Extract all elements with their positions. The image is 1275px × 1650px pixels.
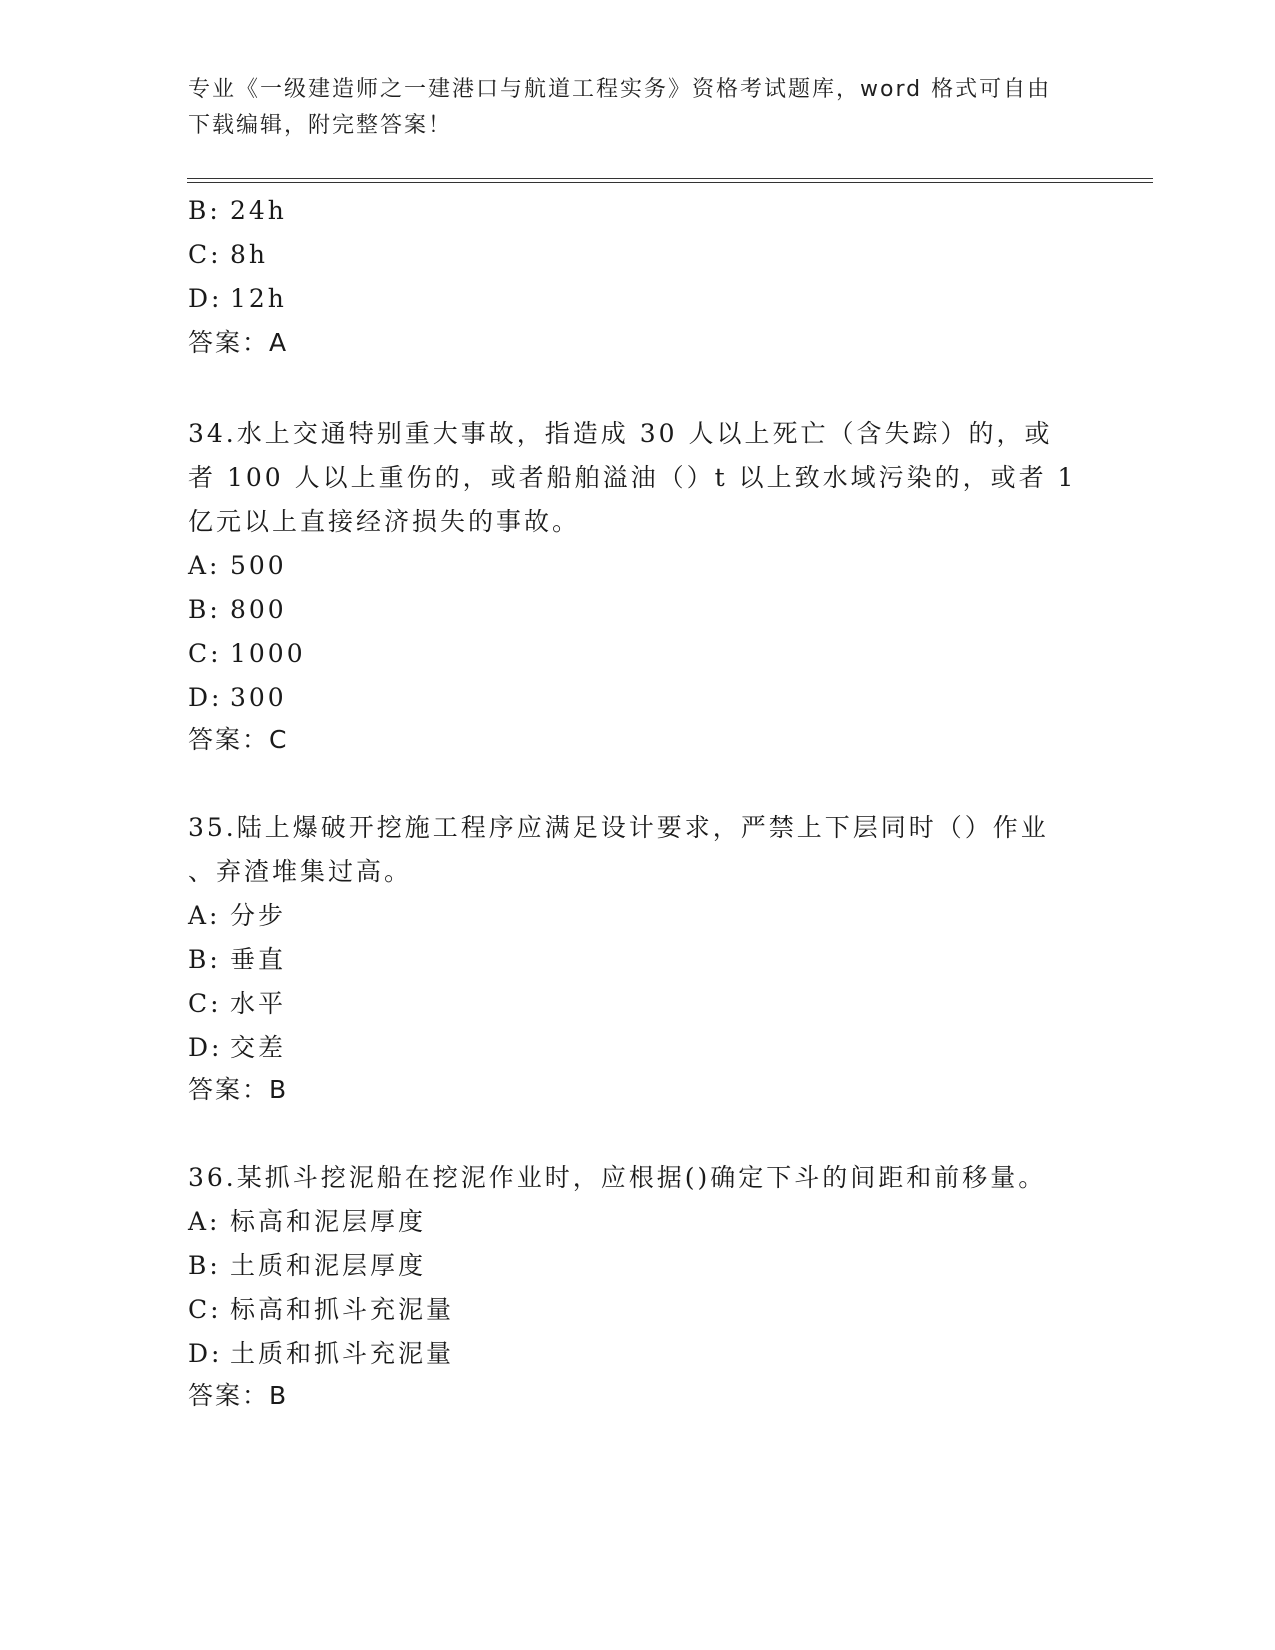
question-34-stem-line-2: 者 100 人以上重伤的，或者船舶溢油（）t 以上致水域污染的，或者 1 xyxy=(188,463,1077,492)
option-label: D: xyxy=(188,1339,223,1368)
option-label: C: xyxy=(188,1295,222,1324)
option-text: 垂直 xyxy=(230,945,287,974)
option-text: 交差 xyxy=(230,1033,287,1062)
question-35-stem-line-2: 、弃渣堆集过高。 xyxy=(188,857,413,886)
option-d xyxy=(188,1331,454,1377)
option-text: 水平 xyxy=(230,989,287,1018)
option-label: D: xyxy=(188,1033,223,1062)
option-c xyxy=(188,631,306,677)
option-d xyxy=(188,1025,286,1071)
option-label: C: xyxy=(188,240,222,269)
option-text: 24h xyxy=(230,196,287,225)
question-36-stem-line-1: 36.某抓斗挖泥船在挖泥作业时，应根据()确定下斗的间距和前移量。 xyxy=(188,1163,1047,1192)
header-line-1: 专业《一级建造师之一建港口与航道工程实务》资格考试题库，word 格式可自由 xyxy=(188,77,1052,102)
option-text: 土质和抓斗充泥量 xyxy=(230,1339,455,1368)
header-divider-bottom xyxy=(187,182,1153,183)
question-34-stem-line-1: 34.水上交通特别重大事故，指造成 30 人以上死亡（含失踪）的，或 xyxy=(188,419,1053,448)
option-text: 分步 xyxy=(230,901,287,930)
option-c xyxy=(188,1287,454,1333)
option-label: C: xyxy=(188,639,222,668)
option-a xyxy=(188,893,286,939)
option-d xyxy=(188,675,287,721)
question-34-stem-line-3: 亿元以上直接经济损失的事故。 xyxy=(188,507,581,536)
option-label: D: xyxy=(188,683,223,712)
option-text: 300 xyxy=(230,683,287,712)
option-b xyxy=(188,1243,426,1289)
option-label: A: xyxy=(188,901,221,930)
option-text: 8h xyxy=(230,240,269,269)
header-divider-top xyxy=(187,178,1153,179)
option-text: 500 xyxy=(230,551,287,580)
option-label: B: xyxy=(188,945,221,974)
option-c xyxy=(188,232,268,278)
option-a xyxy=(188,1199,426,1245)
option-label: B: xyxy=(188,196,221,225)
option-text: 土质和泥层厚度 xyxy=(230,1251,427,1280)
header-line-2: 下载编辑，附完整答案！ xyxy=(188,113,453,138)
option-label: D: xyxy=(188,284,223,313)
answer-line: 答案：C xyxy=(188,725,289,754)
document-header xyxy=(188,72,1068,144)
option-b xyxy=(188,587,287,633)
option-b xyxy=(188,937,286,983)
option-d xyxy=(188,276,287,322)
option-label: B: xyxy=(188,1251,221,1280)
answer-line: 答案：B xyxy=(188,1075,289,1104)
option-label: C: xyxy=(188,989,222,1018)
option-c xyxy=(188,981,286,1027)
option-a xyxy=(188,543,287,589)
option-b xyxy=(188,188,287,234)
option-text: 800 xyxy=(230,595,287,624)
answer-line: 答案：A xyxy=(188,328,289,357)
answer-line: 答案：B xyxy=(188,1381,289,1410)
option-text: 12h xyxy=(230,284,287,313)
option-label: A: xyxy=(188,551,221,580)
option-text: 1000 xyxy=(230,639,306,668)
option-text: 标高和泥层厚度 xyxy=(230,1207,427,1236)
option-text: 标高和抓斗充泥量 xyxy=(230,1295,455,1324)
option-label: A: xyxy=(188,1207,221,1236)
option-label: B: xyxy=(188,595,221,624)
question-35-stem-line-1: 35.陆上爆破开挖施工程序应满足设计要求，严禁上下层同时（）作业 xyxy=(188,813,1049,842)
